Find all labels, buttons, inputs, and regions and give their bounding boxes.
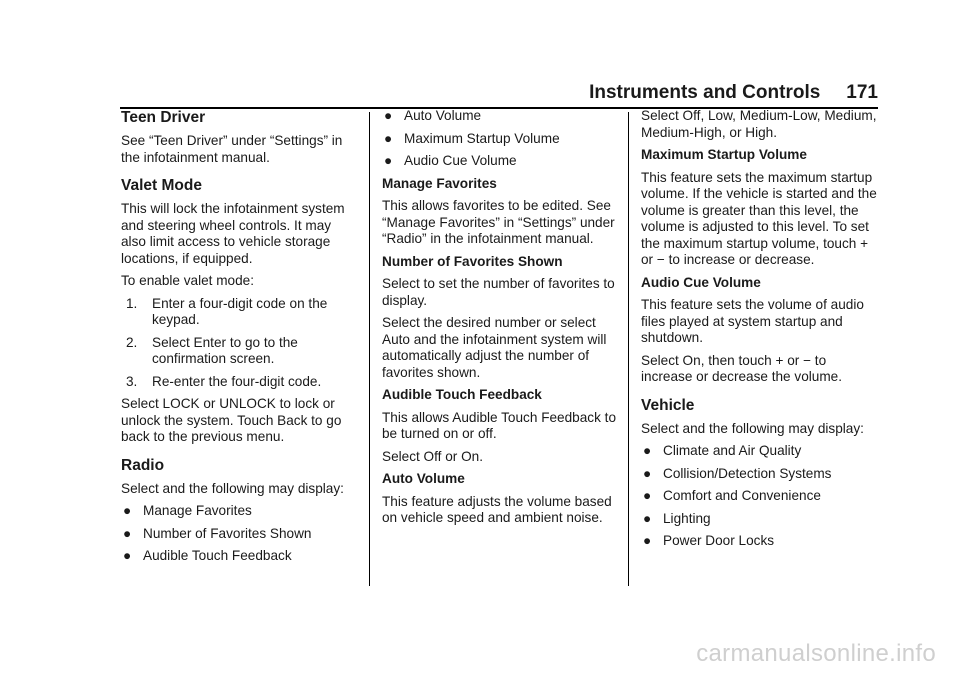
- valet-mode-intro: To enable valet mode:: [121, 273, 255, 288]
- step-number: 1.: [126, 295, 138, 311]
- number-of-favorites-body-1: Select to set the number of favorites to display.: [382, 276, 615, 308]
- step-text: Enter a four-digit code on the keypad.: [152, 295, 328, 327]
- bullet-icon: ●: [123, 548, 132, 563]
- audible-touch-heading: Audible Touch Feedback: [382, 387, 542, 402]
- page-title: Instruments and Controls: [589, 82, 821, 103]
- bullet-text: Power Door Locks: [663, 533, 775, 548]
- number-of-favorites-heading: Number of Favorites Shown: [382, 253, 563, 269]
- column-2: [382, 108, 618, 533]
- page-number: 171: [846, 82, 878, 103]
- valet-mode-body: This will lock the infotainment system and steering wheel controls. It may also limit access to vehicle storage locations, if equipped.: [121, 201, 345, 266]
- list-item: [121, 374, 357, 391]
- valet-mode-steps: [121, 296, 357, 391]
- bullet-icon: ●: [123, 525, 132, 541]
- column-divider-2: [628, 112, 629, 586]
- audio-cue-heading: Audio Cue Volume: [641, 274, 761, 290]
- max-startup-heading: Maximum Startup Volume: [641, 147, 807, 162]
- bullet-text: Comfort and Convenience: [663, 488, 821, 503]
- teen-driver-body: See “Teen Driver” under “Settings” in the infotainment manual.: [121, 133, 343, 165]
- list-item: [382, 131, 618, 148]
- watermark: carmanualsonline.info: [696, 640, 936, 667]
- step-number: 2.: [126, 334, 138, 350]
- bullet-icon: ●: [643, 533, 652, 548]
- bullet-icon: ●: [123, 503, 132, 518]
- column-divider-1: [369, 112, 370, 586]
- list-item: [641, 511, 877, 528]
- audio-cue-body-1: This feature sets the volume of audio files played at system startup and shutdown.: [641, 297, 864, 345]
- list-item: [382, 153, 618, 170]
- auto-volume-body: This feature adjusts the volume based on vehicle speed and ambient noise.: [382, 493, 612, 525]
- radio-heading: Radio: [121, 456, 165, 474]
- list-item: [641, 533, 877, 550]
- valet-mode-after: Select LOCK or UNLOCK to lock or unlock the system. Touch Back to go back to the previous menu.: [121, 396, 342, 444]
- bullet-icon: ●: [643, 488, 652, 503]
- vehicle-bullets: [641, 443, 877, 550]
- radio-bullets-continued: [382, 108, 618, 170]
- step-text: Select Enter to go to the confirmation screen.: [152, 334, 298, 366]
- audible-touch-body-2: Select Off or On.: [382, 448, 483, 464]
- number-of-favorites-body-2: Select the desired number or select Auto and the infotainment system will automatically adjust the number of favorites shown.: [382, 315, 607, 380]
- column-1: [121, 108, 357, 571]
- auto-volume-heading: Auto Volume: [382, 471, 465, 486]
- list-item: [121, 296, 357, 329]
- bullet-text: Audio Cue Volume: [404, 153, 517, 168]
- max-startup-body: This feature sets the maximum startup volume. If the vehicle is started and the volume is greater than this level, the volume is adjusted to this level. To set the maximum startup volume, touch + or − to increase or decrease.: [641, 169, 877, 267]
- list-item: [121, 526, 357, 543]
- step-text: Re-enter the four-digit code.: [152, 373, 322, 389]
- radio-bullets: [121, 503, 357, 565]
- list-item: [641, 466, 877, 483]
- list-item: [121, 503, 357, 520]
- bullet-text: Audible Touch Feedback: [143, 548, 292, 563]
- bullet-text: Lighting: [663, 510, 711, 526]
- bullet-icon: ●: [643, 443, 652, 458]
- bullet-icon: ●: [384, 130, 393, 146]
- teen-driver-heading: Teen Driver: [121, 109, 206, 126]
- bullet-text: Climate and Air Quality: [663, 443, 802, 458]
- auto-volume-options: Select Off, Low, Medium-Low, Medium, Medium-High, or High.: [641, 108, 877, 140]
- radio-intro: Select and the following may display:: [121, 480, 344, 496]
- audio-cue-body-2: Select On, then touch + or − to increase or decrease the volume.: [641, 352, 842, 384]
- bullet-text: Manage Favorites: [143, 503, 252, 518]
- bullet-text: Number of Favorites Shown: [143, 525, 312, 541]
- audible-touch-body-1: This allows Audible Touch Feedback to be turned on or off.: [382, 409, 616, 441]
- bullet-text: Auto Volume: [404, 108, 482, 123]
- list-item: [382, 108, 618, 125]
- list-item: [641, 443, 877, 460]
- bullet-icon: ●: [384, 153, 393, 168]
- list-item: [641, 488, 877, 505]
- vehicle-heading: Vehicle: [641, 396, 695, 414]
- page-header: [589, 82, 878, 104]
- column-3: [641, 108, 877, 556]
- manage-favorites-heading: Manage Favorites: [382, 175, 497, 191]
- valet-mode-heading: Valet Mode: [121, 177, 202, 194]
- vehicle-intro: Select and the following may display:: [641, 420, 864, 436]
- bullet-text: Collision/Detection Systems: [663, 465, 832, 481]
- list-item: [121, 548, 357, 565]
- bullet-icon: ●: [643, 465, 652, 481]
- bullet-text: Maximum Startup Volume: [404, 130, 560, 146]
- bullet-icon: ●: [384, 108, 393, 123]
- list-item: [121, 335, 357, 368]
- step-number: 3.: [126, 373, 138, 389]
- manage-favorites-body: This allows favorites to be edited. See “Manage Favorites” in “Settings” under “Radio” in the infotainment manual.: [382, 198, 615, 246]
- bullet-icon: ●: [643, 510, 652, 526]
